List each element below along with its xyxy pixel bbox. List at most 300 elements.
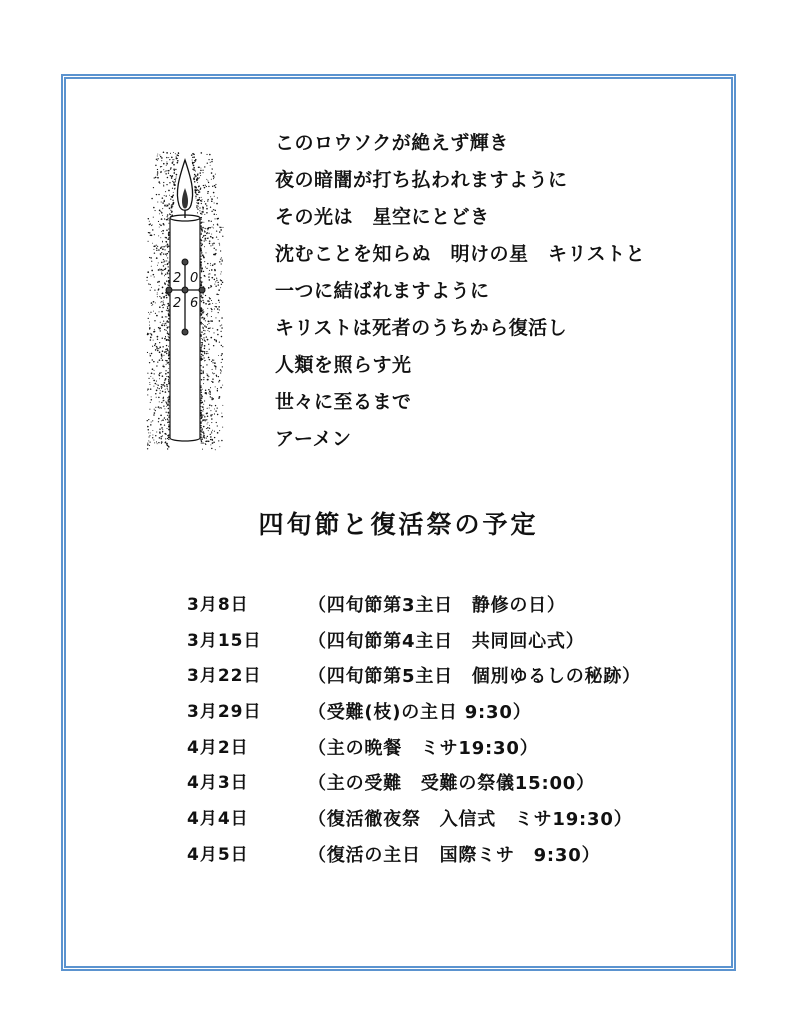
stipple-dot	[163, 302, 164, 303]
stipple-dot	[157, 177, 159, 179]
stipple-dot	[164, 296, 165, 297]
stipple-dot	[155, 302, 156, 303]
stipple-dot	[204, 240, 205, 241]
stipple-dot	[165, 336, 166, 337]
stipple-dot	[159, 392, 160, 393]
stipple-dot	[164, 366, 165, 367]
stipple-dot	[204, 400, 205, 401]
stipple-dot	[168, 408, 169, 409]
stipple-dot	[152, 430, 153, 431]
stipple-dot	[154, 409, 155, 410]
stipple-dot	[205, 203, 207, 205]
stipple-dot	[160, 415, 162, 417]
stipple-dot	[198, 190, 199, 191]
stipple-dot	[168, 446, 170, 448]
stipple-dot	[212, 227, 213, 228]
stipple-dot	[195, 192, 196, 193]
stipple-dot	[201, 228, 203, 230]
stipple-dot	[152, 434, 153, 435]
stipple-dot	[147, 373, 148, 374]
stipple-dot	[203, 404, 204, 405]
stipple-dot	[222, 385, 223, 386]
stipple-dot	[148, 333, 149, 334]
stipple-dot	[150, 388, 152, 390]
stipple-dot	[150, 223, 151, 224]
stipple-dot	[211, 269, 213, 271]
stipple-dot	[215, 449, 216, 450]
stipple-dot	[165, 245, 166, 246]
stipple-dot	[161, 436, 162, 437]
stipple-dot	[155, 410, 156, 411]
stipple-dot	[195, 187, 196, 188]
stipple-dot	[165, 264, 166, 265]
stipple-dot	[168, 326, 169, 327]
stipple-dot	[167, 401, 168, 402]
stipple-dot	[158, 374, 159, 375]
stipple-dot	[207, 374, 209, 376]
stipple-dot	[173, 159, 174, 160]
stipple-dot	[159, 373, 161, 375]
stipple-dot	[207, 200, 208, 201]
stipple-dot	[210, 207, 211, 208]
stipple-dot	[216, 341, 217, 342]
stipple-dot	[205, 303, 207, 305]
stipple-dot	[218, 376, 219, 377]
stipple-dot	[207, 379, 209, 381]
stipple-dot	[151, 399, 153, 401]
stipple-dot	[202, 437, 203, 438]
stipple-dot	[195, 189, 196, 190]
stipple-dot	[210, 328, 211, 329]
stipple-dot	[167, 257, 168, 258]
schedule-row	[187, 802, 707, 838]
stipple-dot	[147, 444, 148, 445]
stipple-dot	[208, 159, 209, 160]
stipple-dot	[164, 195, 165, 196]
stipple-dot	[209, 328, 210, 329]
stipple-dot	[168, 313, 169, 314]
stipple-dot	[150, 376, 151, 377]
stipple-dot	[202, 237, 203, 238]
stipple-dot	[157, 160, 158, 161]
stipple-dot	[203, 324, 204, 325]
stipple-dot	[149, 325, 150, 326]
stipple-dot	[211, 431, 212, 432]
stipple-dot	[168, 294, 169, 295]
stipple-dot	[210, 444, 211, 445]
paschal-candle-illustration	[145, 150, 225, 455]
stipple-dot	[167, 214, 169, 216]
stipple-dot	[198, 209, 199, 210]
stipple-dot	[162, 215, 163, 216]
stipple-dot	[204, 325, 206, 327]
stipple-dot	[207, 427, 208, 428]
stipple-dot	[215, 187, 216, 188]
stipple-dot	[193, 167, 195, 169]
stipple-dot	[207, 180, 208, 181]
stipple-dot	[164, 382, 166, 384]
stipple-dot	[218, 397, 220, 399]
stipple-dot	[201, 203, 202, 204]
stipple-dot	[213, 373, 214, 374]
stipple-dot	[208, 238, 209, 239]
stipple-dot	[202, 199, 203, 200]
stipple-dot	[208, 182, 209, 183]
stipple-dot	[218, 440, 219, 441]
stipple-dot	[200, 188, 201, 189]
stipple-dot	[208, 440, 210, 442]
candle-year-digit-1: 2	[173, 271, 182, 286]
stipple-dot	[213, 243, 215, 245]
stipple-dot	[151, 396, 152, 397]
stipple-dot	[160, 322, 161, 323]
stipple-dot	[197, 194, 198, 195]
stipple-dot	[166, 325, 167, 326]
stipple-dot	[147, 390, 148, 391]
stipple-dot	[155, 383, 157, 385]
stipple-dot	[157, 202, 158, 203]
stipple-dot	[203, 437, 204, 438]
stipple-dot	[206, 438, 207, 439]
stipple-dot	[163, 405, 164, 406]
stipple-dot	[148, 378, 149, 379]
stipple-dot	[162, 202, 164, 204]
stipple-dot	[201, 434, 202, 435]
schedule-detail: （受難(枝)の主日 9:30）	[308, 702, 532, 724]
stipple-dot	[210, 196, 211, 197]
stipple-dot	[216, 375, 217, 376]
stipple-dot	[221, 324, 222, 325]
stipple-dot	[218, 306, 220, 308]
stipple-dot	[166, 376, 167, 377]
stipple-dot	[168, 437, 170, 439]
stipple-dot	[212, 378, 214, 380]
stipple-dot	[194, 162, 195, 163]
stipple-dot	[168, 233, 170, 235]
stipple-dot	[208, 430, 209, 431]
stipple-dot	[172, 159, 173, 160]
stipple-dot	[159, 327, 160, 328]
stipple-dot	[200, 323, 201, 324]
stipple-dot	[175, 180, 176, 181]
stipple-dot	[207, 238, 208, 239]
stipple-dot	[215, 286, 216, 287]
stipple-dot	[149, 322, 150, 323]
stipple-dot	[157, 336, 159, 338]
stipple-dot	[175, 184, 176, 185]
stipple-dot	[221, 284, 222, 285]
stipple-dot	[203, 257, 205, 259]
stipple-dot	[217, 414, 218, 415]
stipple-dot	[166, 404, 167, 405]
schedule-list	[187, 588, 707, 874]
stipple-dot	[214, 196, 215, 197]
stipple-dot	[157, 156, 158, 157]
stipple-dot	[167, 253, 168, 254]
stipple-dot	[218, 381, 219, 382]
stipple-dot	[203, 185, 204, 186]
stipple-dot	[206, 212, 208, 214]
stipple-dot	[214, 185, 216, 187]
stipple-dot	[202, 327, 203, 328]
stipple-dot	[217, 425, 218, 426]
stipple-dot	[215, 317, 216, 318]
stipple-dot	[206, 393, 207, 394]
stipple-dot	[154, 442, 155, 443]
stipple-dot	[159, 268, 160, 269]
stipple-dot	[206, 268, 207, 269]
stipple-dot	[222, 236, 223, 237]
stipple-dot	[195, 196, 196, 197]
stipple-dot	[161, 311, 162, 312]
stipple-dot	[201, 392, 202, 393]
stipple-dot	[159, 227, 160, 228]
stipple-dot	[205, 240, 206, 241]
stipple-dot	[153, 440, 154, 441]
stipple-dot	[193, 162, 194, 163]
schedule-date: 3月29日	[187, 702, 262, 723]
stipple-dot	[218, 284, 219, 285]
stipple-dot	[216, 278, 217, 279]
stipple-dot	[153, 380, 155, 382]
stipple-dot	[219, 244, 220, 245]
stipple-dot	[160, 237, 161, 238]
stipple-dot	[211, 448, 212, 449]
stipple-dot	[206, 353, 207, 354]
stipple-dot	[209, 270, 210, 271]
stipple-dot	[194, 181, 196, 183]
stipple-dot	[167, 284, 168, 285]
stipple-dot	[201, 356, 202, 357]
stipple-dot	[208, 301, 210, 303]
stipple-dot	[218, 294, 219, 295]
stipple-dot	[208, 357, 210, 359]
stipple-dot	[204, 340, 205, 341]
stipple-dot	[213, 209, 214, 210]
stipple-dot	[150, 355, 152, 357]
stipple-dot	[147, 429, 149, 431]
stipple-dot	[159, 408, 160, 409]
stipple-dot	[200, 438, 202, 440]
stipple-dot	[203, 357, 204, 358]
stipple-dot	[158, 288, 159, 289]
stipple-dot	[206, 413, 207, 414]
stipple-dot	[177, 160, 179, 162]
stipple-dot	[163, 296, 164, 297]
stipple-dot	[207, 339, 209, 341]
stipple-dot	[155, 435, 156, 436]
stipple-dot	[205, 390, 207, 392]
stipple-dot	[159, 342, 160, 343]
stipple-dot	[171, 196, 172, 197]
stipple-dot	[200, 200, 202, 202]
stipple-dot	[221, 317, 223, 319]
stipple-dot	[204, 333, 205, 334]
schedule-date: 4月3日	[187, 773, 249, 794]
schedule-date: 4月2日	[187, 737, 249, 758]
stipple-dot	[219, 380, 221, 382]
stipple-dot	[214, 284, 215, 285]
stipple-dot	[173, 164, 175, 166]
stipple-dot	[202, 323, 203, 324]
stipple-dot	[167, 404, 168, 405]
stipple-dot	[207, 330, 208, 331]
stipple-dot	[164, 249, 165, 250]
stipple-dot	[155, 349, 157, 351]
stipple-dot	[195, 159, 197, 161]
stipple-dot	[213, 345, 214, 346]
stipple-dot	[149, 445, 150, 446]
stipple-dot	[213, 441, 215, 443]
stipple-dot	[162, 197, 164, 199]
stipple-dot	[222, 405, 223, 406]
stipple-dot	[168, 355, 169, 356]
stipple-dot	[162, 435, 163, 436]
stipple-dot	[204, 345, 206, 347]
stipple-dot	[210, 434, 211, 435]
stipple-dot	[151, 287, 152, 288]
stipple-dot	[153, 187, 154, 188]
stipple-dot	[166, 345, 167, 346]
stipple-dot	[215, 184, 216, 185]
stipple-dot	[221, 370, 222, 371]
stipple-dot	[154, 210, 155, 211]
stipple-dot	[207, 228, 209, 230]
stipple-dot	[148, 432, 149, 433]
stipple-dot	[210, 436, 211, 437]
stipple-dot	[168, 237, 169, 238]
stipple-dot	[210, 439, 211, 440]
stipple-dot	[158, 406, 160, 408]
stipple-dot	[161, 252, 162, 253]
stipple-dot	[157, 292, 158, 293]
stipple-dot	[166, 163, 168, 165]
stipple-dot	[158, 421, 159, 422]
stipple-dot	[208, 276, 209, 277]
stipple-dot	[171, 176, 173, 178]
stipple-dot	[165, 389, 166, 390]
stipple-dot	[157, 154, 158, 155]
stipple-dot	[153, 311, 154, 312]
stipple-dot	[220, 369, 221, 370]
stipple-dot	[165, 401, 166, 402]
stipple-dot	[161, 386, 163, 388]
stipple-dot	[154, 373, 155, 374]
stipple-dot	[153, 274, 155, 276]
stipple-dot	[214, 263, 215, 264]
stipple-dot	[160, 424, 162, 426]
stipple-dot	[173, 152, 174, 153]
stipple-dot	[211, 414, 212, 415]
stipple-dot	[213, 177, 214, 178]
stipple-dot	[168, 245, 170, 247]
stipple-dot	[219, 302, 220, 303]
stipple-dot	[152, 229, 153, 230]
stipple-dot	[196, 206, 197, 207]
stipple-dot	[148, 436, 149, 437]
stipple-dot	[211, 405, 212, 406]
stipple-dot	[201, 295, 202, 296]
stipple-dot	[214, 274, 216, 276]
stipple-dot	[167, 331, 168, 332]
stipple-dot	[173, 172, 175, 174]
stipple-dot	[202, 309, 203, 310]
stipple-dot	[168, 336, 169, 337]
stipple-dot	[147, 420, 148, 421]
stipple-dot	[156, 194, 157, 195]
stipple-dot	[222, 427, 223, 428]
stipple-dot	[147, 426, 149, 428]
stipple-dot	[214, 413, 215, 414]
stipple-dot	[169, 208, 170, 209]
stipple-dot	[162, 233, 163, 234]
stipple-dot	[175, 178, 176, 179]
stipple-dot	[211, 397, 213, 399]
stipple-dot	[217, 390, 218, 391]
stipple-dot	[220, 387, 222, 389]
stipple-dot	[149, 382, 150, 383]
stipple-dot	[221, 336, 223, 338]
stipple-dot	[164, 408, 165, 409]
stipple-dot	[211, 168, 212, 169]
stipple-dot	[221, 345, 222, 346]
stipple-dot	[168, 376, 169, 377]
stipple-dot	[201, 245, 202, 246]
stipple-dot	[220, 250, 221, 251]
stipple-dot	[202, 372, 204, 374]
stipple-dot	[167, 350, 168, 351]
stipple-dot	[192, 153, 194, 155]
stipple-dot	[203, 236, 204, 237]
stipple-dot	[158, 221, 159, 222]
stipple-dot	[211, 179, 212, 180]
schedule-row	[187, 766, 707, 802]
stipple-dot	[148, 318, 149, 319]
stipple-dot	[168, 381, 169, 382]
stipple-dot	[221, 353, 222, 354]
stipple-dot	[159, 328, 160, 329]
stipple-dot	[161, 218, 163, 220]
stipple-dot	[216, 293, 218, 295]
stipple-dot	[201, 394, 202, 395]
stipple-dot	[216, 203, 218, 205]
stipple-dot	[149, 232, 150, 233]
stipple-dot	[161, 212, 163, 214]
stipple-dot	[206, 154, 207, 155]
stipple-dot	[168, 413, 169, 414]
stipple-dot	[168, 271, 169, 272]
stipple-dot	[209, 331, 210, 332]
stipple-dot	[214, 437, 215, 438]
stipple-dot	[149, 221, 150, 222]
stipple-dot	[165, 237, 167, 239]
stipple-dot	[213, 254, 215, 256]
stipple-dot	[163, 355, 164, 356]
stipple-dot	[220, 274, 221, 275]
stipple-dot	[149, 314, 150, 315]
schedule-row	[187, 624, 707, 660]
stipple-dot	[200, 264, 201, 265]
stipple-dot	[222, 346, 223, 347]
stipple-dot	[201, 373, 202, 374]
stipple-dot	[211, 418, 213, 420]
stipple-dot	[153, 207, 155, 209]
stipple-dot	[202, 449, 203, 450]
stipple-dot	[206, 392, 207, 393]
stipple-dot	[166, 339, 167, 340]
stipple-dot	[148, 218, 149, 219]
stipple-dot	[214, 270, 216, 272]
